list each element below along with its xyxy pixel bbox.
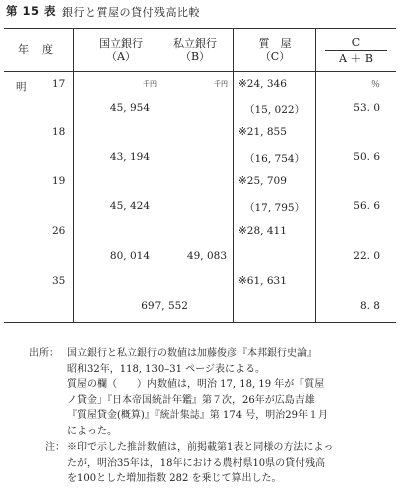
- unit-col-a: 千円: [143, 80, 157, 88]
- header-year: 年 度: [18, 43, 54, 56]
- note-label: 注：: [45, 442, 65, 453]
- col-divider-3: [315, 28, 316, 322]
- source-label: 出所：: [29, 348, 59, 359]
- col-c-cell: ※61, 631: [238, 275, 287, 287]
- col-b-cell: 49, 083: [186, 250, 227, 262]
- col-a-cell: 43, 194: [109, 151, 150, 163]
- year-cell: 18: [52, 126, 66, 138]
- header-bottom-rule: [4, 71, 396, 72]
- col-a-cell: 697, 552: [141, 300, 188, 312]
- table-number: 第 15 表: [6, 4, 57, 18]
- unit-col-b: 千円: [214, 80, 228, 88]
- source-line: 国立銀行と私立銀行の数値は加藤俊彦『本邦銀行史論』: [67, 348, 317, 359]
- col-c-cell: ※25, 709: [238, 175, 287, 187]
- col-divider-1: [73, 28, 74, 322]
- source-line: 昭和32年，118, 130–31 ページ表による。: [67, 363, 265, 375]
- header-col-c-name: 質 屋: [258, 37, 292, 50]
- header-col-a: [86, 37, 156, 63]
- source-line: によった。: [67, 425, 117, 437]
- col-c-cell: ※28, 411: [238, 225, 287, 237]
- col-c-cell: ※24, 346: [238, 78, 287, 90]
- header-ratio-numerator: C: [351, 36, 361, 49]
- note-line: を100とした増加指数 282 を乗じて算出した。: [67, 473, 282, 484]
- header-col-c-code: （C）: [259, 50, 291, 63]
- header-col-b-name: 私立銀行: [173, 37, 217, 50]
- year-cell: 17: [52, 78, 66, 90]
- unit-ratio: ％: [371, 80, 381, 90]
- col-a-cell: 45, 954: [109, 102, 150, 114]
- note-line: ※印で示した推計数値は，前掲載第1表と同様の方法によっ: [67, 442, 334, 453]
- ratio-cell: 53. 0: [353, 102, 380, 114]
- table-bottom-rule: [4, 322, 396, 323]
- year-cell: 35: [52, 275, 66, 287]
- header-col-a-name: 国立銀行: [99, 37, 143, 50]
- col-a-cell: 45, 424: [109, 200, 150, 212]
- ratio-cell: 50. 6: [353, 151, 380, 163]
- table-top-rule: [4, 28, 396, 29]
- ratio-cell: 22. 0: [353, 250, 380, 262]
- year-cell: 19: [52, 175, 66, 187]
- ratio-cell: 8. 8: [359, 300, 380, 312]
- era-label: 明: [16, 81, 27, 93]
- col-c-paren-cell: （16, 754）: [244, 153, 306, 165]
- table-title: 銀行と質屋の貸付残高比較: [62, 6, 200, 19]
- note-text: [67, 440, 333, 487]
- col-c-cell: ※21, 855: [238, 126, 287, 138]
- source-line: 『質屋貸金(概算)』『統計集誌』第 174 号，明治29年１月: [67, 410, 328, 421]
- header-col-a-code: （A）: [106, 50, 136, 63]
- header-col-b-code: （B）: [179, 50, 211, 63]
- col-c-paren-cell: （15, 022）: [244, 104, 306, 116]
- col-c-paren-cell: （17, 795）: [244, 202, 306, 214]
- col-divider-2: [233, 28, 234, 322]
- ratio-cell: 56. 6: [353, 200, 380, 212]
- source-line: 質屋の欄（ ）内数値は，明治 17, 18, 19 年が「質屋: [67, 379, 325, 390]
- source-text: [67, 346, 328, 439]
- header-ratio-denominator: A ＋ B: [338, 52, 374, 65]
- header-ratio: [323, 36, 389, 65]
- header-col-b: [160, 37, 230, 63]
- source-line: ノ貸金」『日本帝国統計年鑑』第７次，26年が広島吉雄: [67, 394, 315, 406]
- year-cell: 26: [52, 225, 66, 237]
- header-col-c: [240, 37, 310, 63]
- note-line: たが，明治35年は，18年における農村県10県の貸付残高: [67, 457, 326, 469]
- col-a-cell: 80, 014: [109, 250, 150, 262]
- header-ratio-fraction-bar: [325, 50, 387, 51]
